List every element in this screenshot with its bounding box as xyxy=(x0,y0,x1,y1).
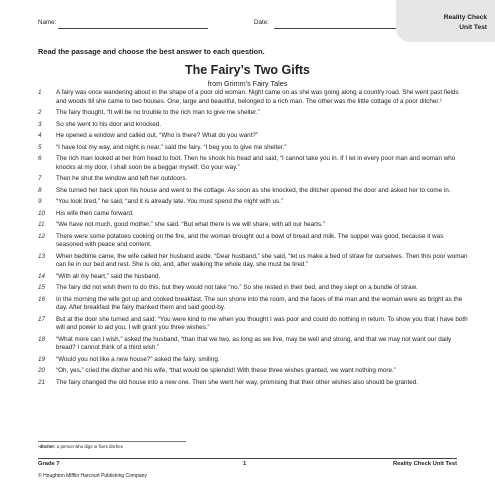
paragraph-text: The fairy did not wish them to do this, but they would not take “no.” So she rested in their bed, and they slept on a bundle of straw. xyxy=(56,284,418,292)
footnote-definition: a person who digs or fixes ditches xyxy=(55,444,123,449)
copyright: © Houghton Mifflin Harcourt Publishing Company xyxy=(38,473,147,479)
footnote-marker: ¹ xyxy=(38,444,40,449)
paragraph-number: 8 xyxy=(38,186,42,194)
badge-title: Reality Check xyxy=(443,14,487,21)
paragraph-number: 20 xyxy=(38,367,46,375)
footer-divider xyxy=(38,458,457,459)
footnote-divider xyxy=(38,441,186,442)
paragraph-number: 1 xyxy=(38,89,42,96)
paragraph-number: 4 xyxy=(38,132,42,140)
paragraph-text: The rich man looked at her from head to foot. Then he shook his head and said, “I cannot take you in. If I let in every poor man and woman who knocks at my door, I shall soon be a beggar myself. Go your way.” xyxy=(56,155,456,171)
date-label: Date: xyxy=(254,19,269,26)
passage-paragraph xyxy=(38,336,468,353)
passage-paragraph xyxy=(38,367,468,376)
passage-paragraph xyxy=(38,233,468,250)
name-line xyxy=(58,28,208,29)
paragraph-text: In the morning the wife got up and cooked breakfast. The sun shone into the room, and the faces of the man and the woman were as bright as the day. After breakfast the fairy thanked them and said good-by. xyxy=(56,295,463,312)
paragraph-text: His wife then came forward. xyxy=(56,209,134,217)
passage-paragraph xyxy=(38,253,468,270)
passage-paragraph xyxy=(38,221,468,230)
paragraph-text: When bedtime came, the wife called her husband aside. “Dear husband,” she said, “let us make a bed of straw for ourselves. Then this poor woman can lie in our bed and rest. She is old, and, after walking the whole day, she must be tired.” xyxy=(56,252,468,269)
paragraph-number: 6 xyxy=(38,155,42,163)
paragraph-text: “I have lost my way, and night is near,” said the fairy. “I beg you to give me shelter.” xyxy=(56,143,287,151)
passage-paragraph xyxy=(38,284,468,293)
paragraph-text: “Oh, yes,” cried the ditcher and his wife, “that would be splendid! With these three wishes granted, we want nothing more.” xyxy=(56,367,396,375)
page-number: 1 xyxy=(243,461,247,467)
paragraph-number: 18 xyxy=(38,335,46,343)
paragraph-number: 17 xyxy=(38,315,46,323)
paragraph-number: 13 xyxy=(38,252,46,260)
passage-paragraph xyxy=(38,109,468,118)
paragraph-number: 5 xyxy=(38,143,42,151)
paragraph-number: 7 xyxy=(38,175,42,183)
passage-paragraph xyxy=(38,296,468,313)
footnote-term: ditcher: xyxy=(39,444,56,449)
paragraph-text: So she went to his door and knocked. xyxy=(56,120,162,128)
paragraph-text: But at the door she turned and said: “You were kind to me when you thought I was poor and could do nothing in return. To show you that I have both will and power to aid you, I will grant you three wishes.” xyxy=(56,315,468,332)
paragraph-text: “What more can I wish,” asked the husband, “than that we two, as long as we live, may be well and strong, and that we may not want our daily bread? I cannot think of a third wish.” xyxy=(56,335,452,352)
badge-subtitle: Unit Test xyxy=(459,24,487,31)
paragraph-text: A fairy was once wandering about in the shape of a poor old woman. Night came on as she was going along a country road. She went past fields and woods till she came to two houses. One, large and beautiful, belonged to a rich man. The other was the little cottage of a poor ditcher.¹ xyxy=(56,89,459,105)
footer-test-name: Reality Check Unit Test xyxy=(393,461,457,467)
paragraph-number: 16 xyxy=(38,295,46,303)
passage-paragraph xyxy=(38,89,468,106)
passage-paragraph xyxy=(38,379,468,388)
passage-paragraph xyxy=(38,187,468,196)
instructions: Read the passage and choose the best answer to each question. xyxy=(38,47,265,56)
footer-grade: Grade 7 xyxy=(38,461,60,467)
test-badge xyxy=(396,0,495,42)
paragraph-text: He opened a window and called out, “Who is there? What do you want?” xyxy=(56,132,258,140)
paragraph-number: 21 xyxy=(38,378,46,386)
paragraph-number: 9 xyxy=(38,198,42,206)
passage-paragraph xyxy=(38,155,468,172)
passage-body xyxy=(38,89,468,390)
paragraph-text: “We have not much, good mother,” she said. “But what there is we will share, with all our hearts.” xyxy=(56,221,326,229)
paragraph-text: The fairy thought, “It will be no trouble to the rich man to give me shelter.” xyxy=(56,109,260,117)
paragraph-text: Then he shut the window and left her outdoors. xyxy=(56,175,188,183)
passage-paragraph xyxy=(38,273,468,282)
student-info-row xyxy=(38,17,438,31)
paragraph-number: 15 xyxy=(38,284,46,292)
paragraph-text: There were some potatoes cooking on the fire, and the woman brought out a bowl of bread and milk. The supper was good, because it was seasoned with peace and content. xyxy=(56,232,444,249)
passage-paragraph xyxy=(38,356,468,365)
paragraph-number: 14 xyxy=(38,272,46,280)
paragraph-text: “Would you not like a new house?” asked the fairy, smiling. xyxy=(56,355,220,363)
footnote xyxy=(38,444,123,449)
passage-paragraph xyxy=(38,121,468,130)
paragraph-number: 11 xyxy=(38,221,45,229)
paragraph-text: She turned her back upon his house and went to the cottage. As soon as she knocked, the ditcher opened the door and asked her to come in. xyxy=(56,186,451,194)
passage-paragraph xyxy=(38,144,468,153)
passage-source: from Grimm’s Fairy Tales xyxy=(207,79,288,88)
paragraph-number: 19 xyxy=(38,355,46,363)
paragraph-number: 10 xyxy=(38,209,46,217)
paragraph-text: The fairy changed the old house into a new one. Then she went her way, promising that their other wishes also should be granted. xyxy=(56,378,419,386)
paragraph-text: “You look tired,” he said, “and it is already late. You must spend the night with us.” xyxy=(56,198,283,206)
paragraph-number: 2 xyxy=(38,109,42,117)
passage-paragraph xyxy=(38,198,468,207)
passage-paragraph xyxy=(38,210,468,219)
passage-paragraph xyxy=(38,316,468,333)
passage-paragraph xyxy=(38,132,468,141)
paragraph-number: 12 xyxy=(38,232,46,240)
passage-paragraph xyxy=(38,175,468,184)
name-label: Name: xyxy=(38,19,57,26)
paragraph-number: 3 xyxy=(38,120,42,128)
passage-title: The Fairy’s Two Gifts xyxy=(184,63,311,77)
paragraph-text: “With all my heart,” said the husband. xyxy=(56,272,161,280)
